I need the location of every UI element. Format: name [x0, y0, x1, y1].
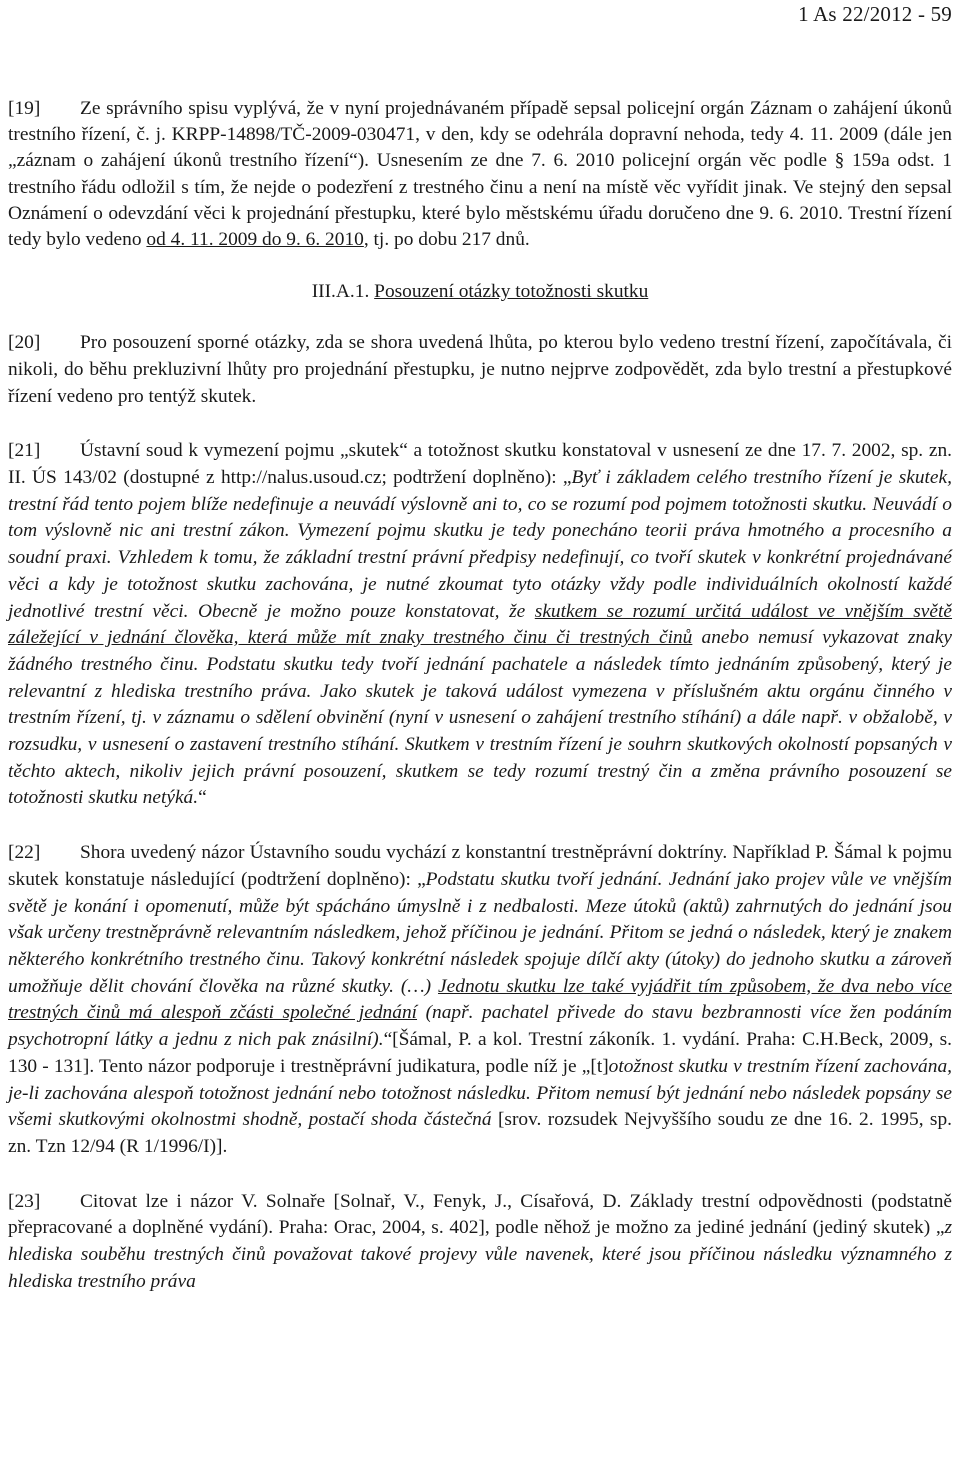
paragraph-21	[8, 438, 952, 812]
quotation-text-continued: (např. pachatel přivede do stavu bezbrannosti více žen podáním psychotropní látky a jednu z nich pak znásilní).	[8, 1002, 952, 1051]
document-body	[8, 96, 952, 1323]
quotation-underlined: Jednotu skutku lze také vyjádřit tím způsobem, že dva nebo více trestných činů má alespoň zčásti společné jednání	[8, 975, 952, 1024]
paragraph-19	[8, 96, 952, 253]
quotation-text: Byť i základem celého trestního řízení je skutek, trestní řád tento pojem blíže nedefinuje a neuvádí výslovně ani to, co se rozumí pod pojmem totožnosti skutku. Neuvádí o tom výslovně nic ani trestní zákon. Vymezení pojmu skutku je tedy ponecháno teorii práva hmotného a procesního a soudní praxi. Vzhledem k tomu, že základní trestní právní předpisy nedefinují, co tvoří skutek v konkrétní projednávané věci a kdy je totožnost skutku zachována, je nutné zkoumat tyto otázky vždy podle individuálních okolností každé jednotlivé trestní věci. Obecně je možno pouze konstatovat, že	[8, 467, 952, 622]
paragraph-text-end: , tj. po dobu 217 dnů.	[363, 229, 530, 251]
paragraph-number: [23]	[8, 1190, 41, 1212]
paragraph-text: Shora uvedený názor Ústavního soudu vychází z konstantní trestněprávní doktríny. Například P. Šámal k pojmu skutek konstatuje následující (podtržení doplněno): „	[8, 842, 952, 890]
paragraph-text: Citovat lze i názor V. Solnaře [Solnař, V., Fenyk, J., Císařová, D. Základy trestní odpovědnosti (podstatně přepracované a doplněné vydání). Praha: Orac, 2004, s. 402], podle něhož je možno za jediné jednání (jediný skutek) „	[8, 1190, 952, 1239]
paragraph-number: [20]	[8, 332, 41, 354]
paragraph-text: Pro posouzení sporné otázky, zda se shora uvedená lhůta, po kterou bylo vedeno trestní řízení, započítávala, či nikoli, do běhu prekluzivní lhůty pro projednání přestupku, je nutno nejprve zodpovědět, zda bylo trestní a přestupkové řízení vedeno pro tentýž skutek.	[8, 332, 952, 407]
closing-quote: “	[198, 787, 207, 809]
quotation-underlined: skutkem se rozumí určitá událost ve vnějším světě záležející v jednání člověka, která může mít znaky trestného činu či trestných činů	[8, 600, 953, 649]
underlined-text: od 4. 11. 2009 do 9. 6. 2010	[146, 229, 364, 251]
page-reference: 1 As 22/2012 - 59	[798, 2, 952, 26]
section-number: III.A.1.	[311, 281, 375, 303]
paragraph-text: Ze správního spisu vyplývá, že v nyní projednávaném případě sepsal policejní orgán Záznam o zahájení úkonů trestního řízení, č. j. KRPP-14898/TČ-2009-030471, v den, kdy se odehrála dopravní nehoda, tedy 4. 11. 2009 (dále jen „záznam o zahájení úkonů trestního řízení“). Usnesením ze dne 7. 6. 2010 policejní orgán věc podle § 159a odst. 1 trestního řádu odložil s tím, že nejde o podezření z trestného činu a není na místě věc vyřídit jinak. Ve stejný den sepsal Oznámení o odevzdání věci k projednání přestupku, které bylo městskému úřadu doručeno dne 9. 6. 2010. Trestní řízení tedy bylo vedeno	[8, 98, 952, 251]
paragraph-number: [21]	[8, 440, 41, 462]
paragraph-20	[8, 330, 952, 410]
paragraph-text: Ústavní soud k vymezení pojmu „skutek“ a totožnost skutku konstatoval v usnesení ze dne 17. 7. 2002, sp. zn. II. ÚS 143/02 (dostupné z http://nalus.usoud.cz; podtržení doplněno): „	[8, 440, 952, 489]
citation-text: “[Šámal, P. a kol. Trestní zákoník. 1. vydání. Praha: C.H.Beck, 2009, s. 130 - 131]. Tento názor podporuje i trestněprávní judikatura, podle níž je „[t]	[8, 1029, 952, 1077]
section-heading	[8, 281, 952, 303]
paragraph-number: [19]	[8, 98, 41, 119]
paragraph-number: [22]	[8, 842, 41, 864]
citation-reference: [srov. rozsudek Nejvyššího soudu ze dne 16. 2. 1995, sp. zn. Tzn 12/94 (R 1/1996/I)].	[8, 1109, 953, 1157]
paragraph-23	[8, 1189, 952, 1296]
quotation-text: z hlediska souběhu trestných činů považovat takové projevy vůle navenek, které jsou příčinou následku významného z hlediska trestního práva	[8, 1217, 952, 1292]
quotation-text-continued: anebo nemusí vykazovat znaky žádného trestného činu. Podstatu skutku tedy tvoří jednání pachatele a následek tímto jednáním způsobený, který je relevantní z hlediska trestního práva. Jako skutek je taková událost vymezena v příslušném aktu orgánu činného v trestním řízení, tj. v záznamu o sdělení obvinění (nyní v usnesení o zahájení trestního stíhání) a dále např. v obžalobě, v rozsudku, v usnesení o zastavení trestního stíhání. Skutkem v trestním řízení je souhrn skutkových okolností popsaných v těchto aktech, nikoliv jejich právní posouzení, skutkem se tedy rozumí trestný čin a změna právního posouzení se totožnosti skutku netýká.	[8, 627, 952, 809]
paragraph-22	[8, 840, 952, 1160]
quotation-text: Podstatu skutku tvoří jednání. Jednání jako projev vůle ve vnějším světě je konání i opomenutí, může být spácháno úmyslně i z nedbalosti. Meze útoků (aktů) zahrnutých do jednání jsou však určeny trestněprávně relevantním následkem, jehož příčinou je jednání. Přitom se jedná o následek, který je znakem některého konkrétního trestného činu. Takový konkrétní následek spojuje dílčí akty (útoky) do jednoho skutku a zároveň umožňuje dělit chování člověka na různé skutky. (…)	[8, 868, 952, 997]
section-title: Posouzení otázky totožnosti skutku	[374, 281, 649, 303]
case-law-quotation: otožnost skutku v trestním řízení zachována, je-li zachována alespoň totožnost jednání nebo totožnost následku. Přitom nemusí být jednání nebo následek popsány se všemi skutkovými okolnostmi shodně, postačí shoda částečná	[8, 1055, 952, 1131]
